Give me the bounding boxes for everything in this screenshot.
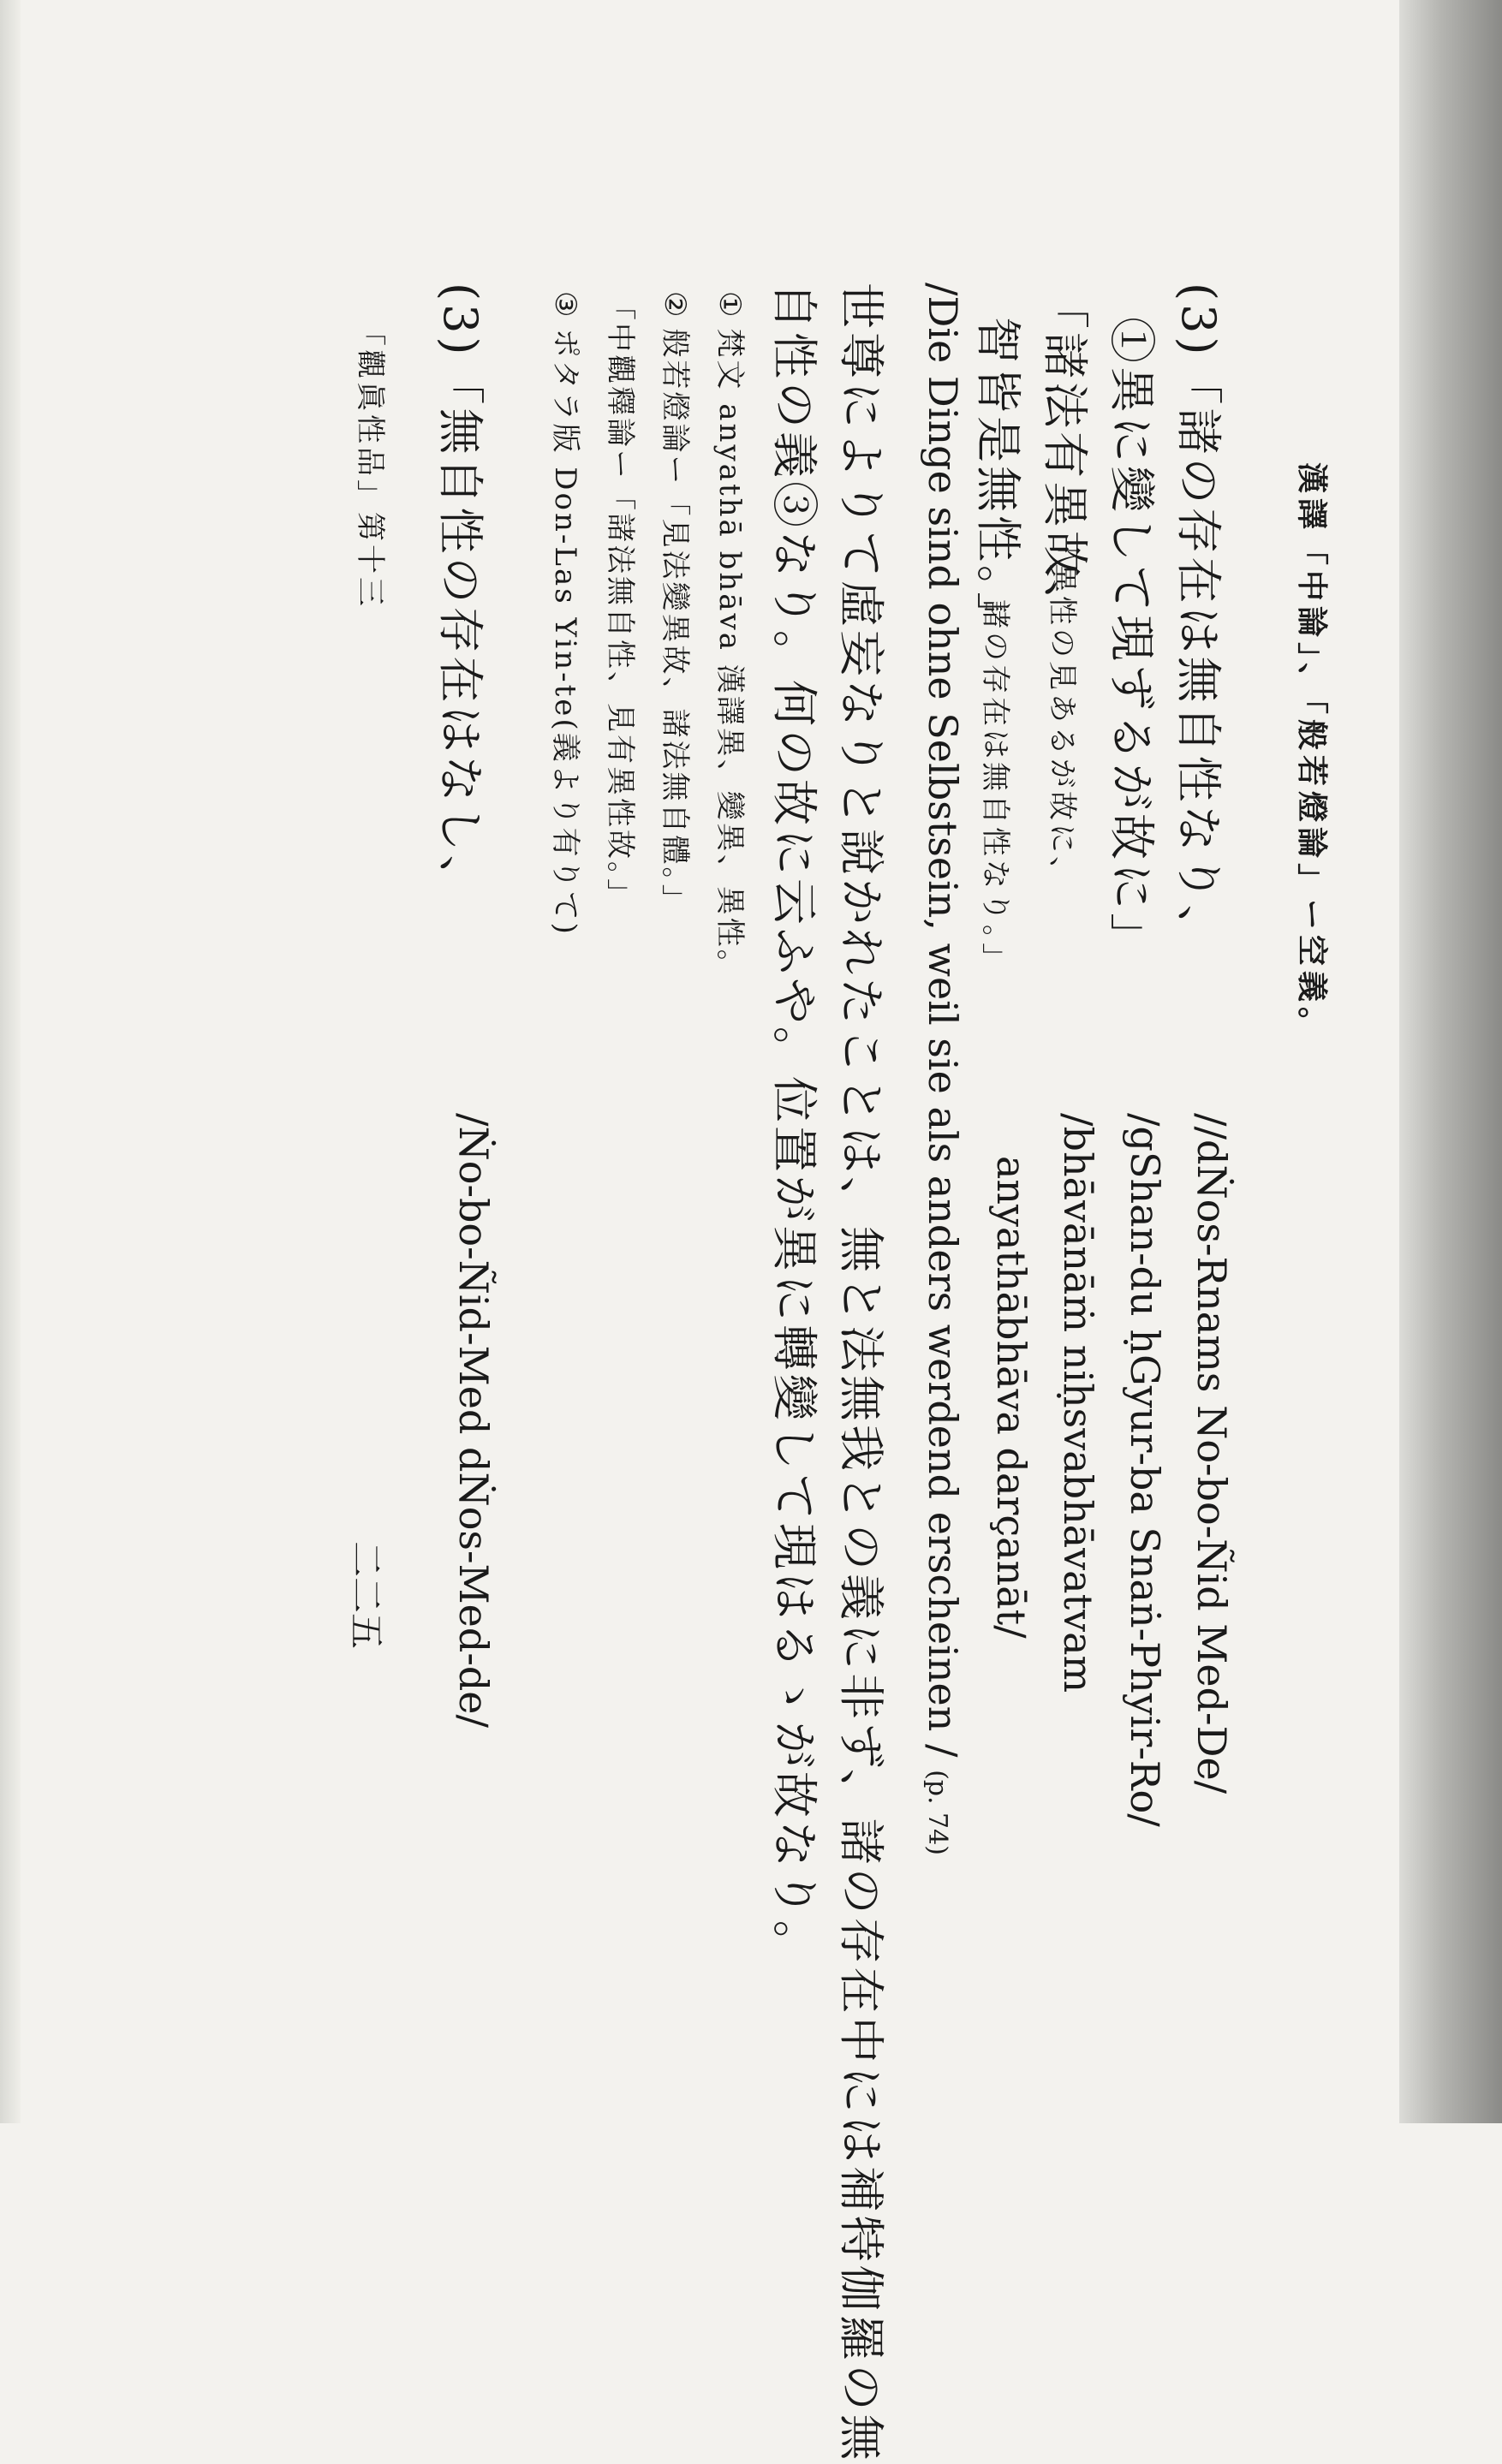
verse-line: 「無自性の存在はなし、: [433, 358, 487, 905]
tibetan-line: /Ṅo-bo-Ñid-Med dṄos-Med-de/: [450, 1113, 497, 1729]
footnote: [657, 291, 699, 915]
footnote-text: 般若燈論ー「見法變異故、諸法無自體。」: [658, 328, 692, 916]
footnote-number: ②: [658, 291, 692, 320]
verse-line: 「諸法有異故、: [1038, 283, 1092, 630]
gloss-line: 「異性の見あるが故に、: [1045, 531, 1079, 889]
tibetan-line: /gShan-du ḥGyur-ba Snaṅ-Phyir-Ro/: [1122, 1113, 1168, 1827]
tibetan-line: //dṄos-Rnams No-bo-Ñid Med-De/: [1189, 1113, 1235, 1794]
footnote-number: ③: [548, 291, 582, 320]
footnote-text: 「中觀釋論ー「諸法無自性、見有異性故。」: [603, 291, 637, 910]
page-binding-shadow: [1399, 0, 1502, 2123]
footnote-text: 梵文 anyathā bhāva 漢譯異、變異、異性。: [712, 328, 747, 981]
verse-line: 「諸の存在は無自性なり、: [1171, 358, 1225, 955]
footnote: [712, 291, 754, 981]
section-number: (3): [433, 283, 487, 359]
footnote-text: ポタラ版 Don-Las Yin-te(義より有りて): [548, 328, 582, 937]
verse-line: ①異に變して現ずるが故に」: [1105, 317, 1159, 962]
chapter-title: 「觀眞性品」第十三: [353, 317, 387, 610]
commentary-line: 自性の義③なり。何の故に云ふや。位置が異に轉變して現はるゝが故なり。: [767, 283, 821, 1970]
section-line-1: [1169, 283, 1235, 955]
running-header: 漢譯「中論」、「般若燈論」ー空義。: [1294, 462, 1330, 1044]
section-number: (3): [1171, 283, 1225, 359]
footnote: [547, 291, 589, 937]
german-translation: [920, 283, 966, 1855]
gloss-line: 諸の存在は無自性なり。」: [978, 599, 1012, 975]
verse-line: 智皆是無性。」: [971, 317, 1025, 641]
footnote-number: ①: [712, 291, 747, 320]
next-section-line: [431, 283, 497, 905]
page-number: 二二五: [345, 1541, 387, 1650]
commentary-line: 世尊によりて虛妄なりと說かれたことは、無と法無我との義に非ず、諸の存在中には補特伽羅の無: [834, 283, 888, 2464]
footnote: [602, 291, 644, 910]
german-text: /Die Dinge sind ohne Selbstsein, weil sie als anders werdend erscheinen /: [920, 283, 966, 1758]
page-left-edge: [0, 0, 21, 2123]
german-page-ref: (p. 74): [922, 1770, 952, 1855]
sanskrit-line: anyathābhāva darçanāt/: [988, 1156, 1034, 1639]
sanskrit-line: /bhāvānāṁ niḥsvabhāvatvam: [1055, 1113, 1101, 1693]
rotated-text-block: [180, 283, 1336, 2464]
